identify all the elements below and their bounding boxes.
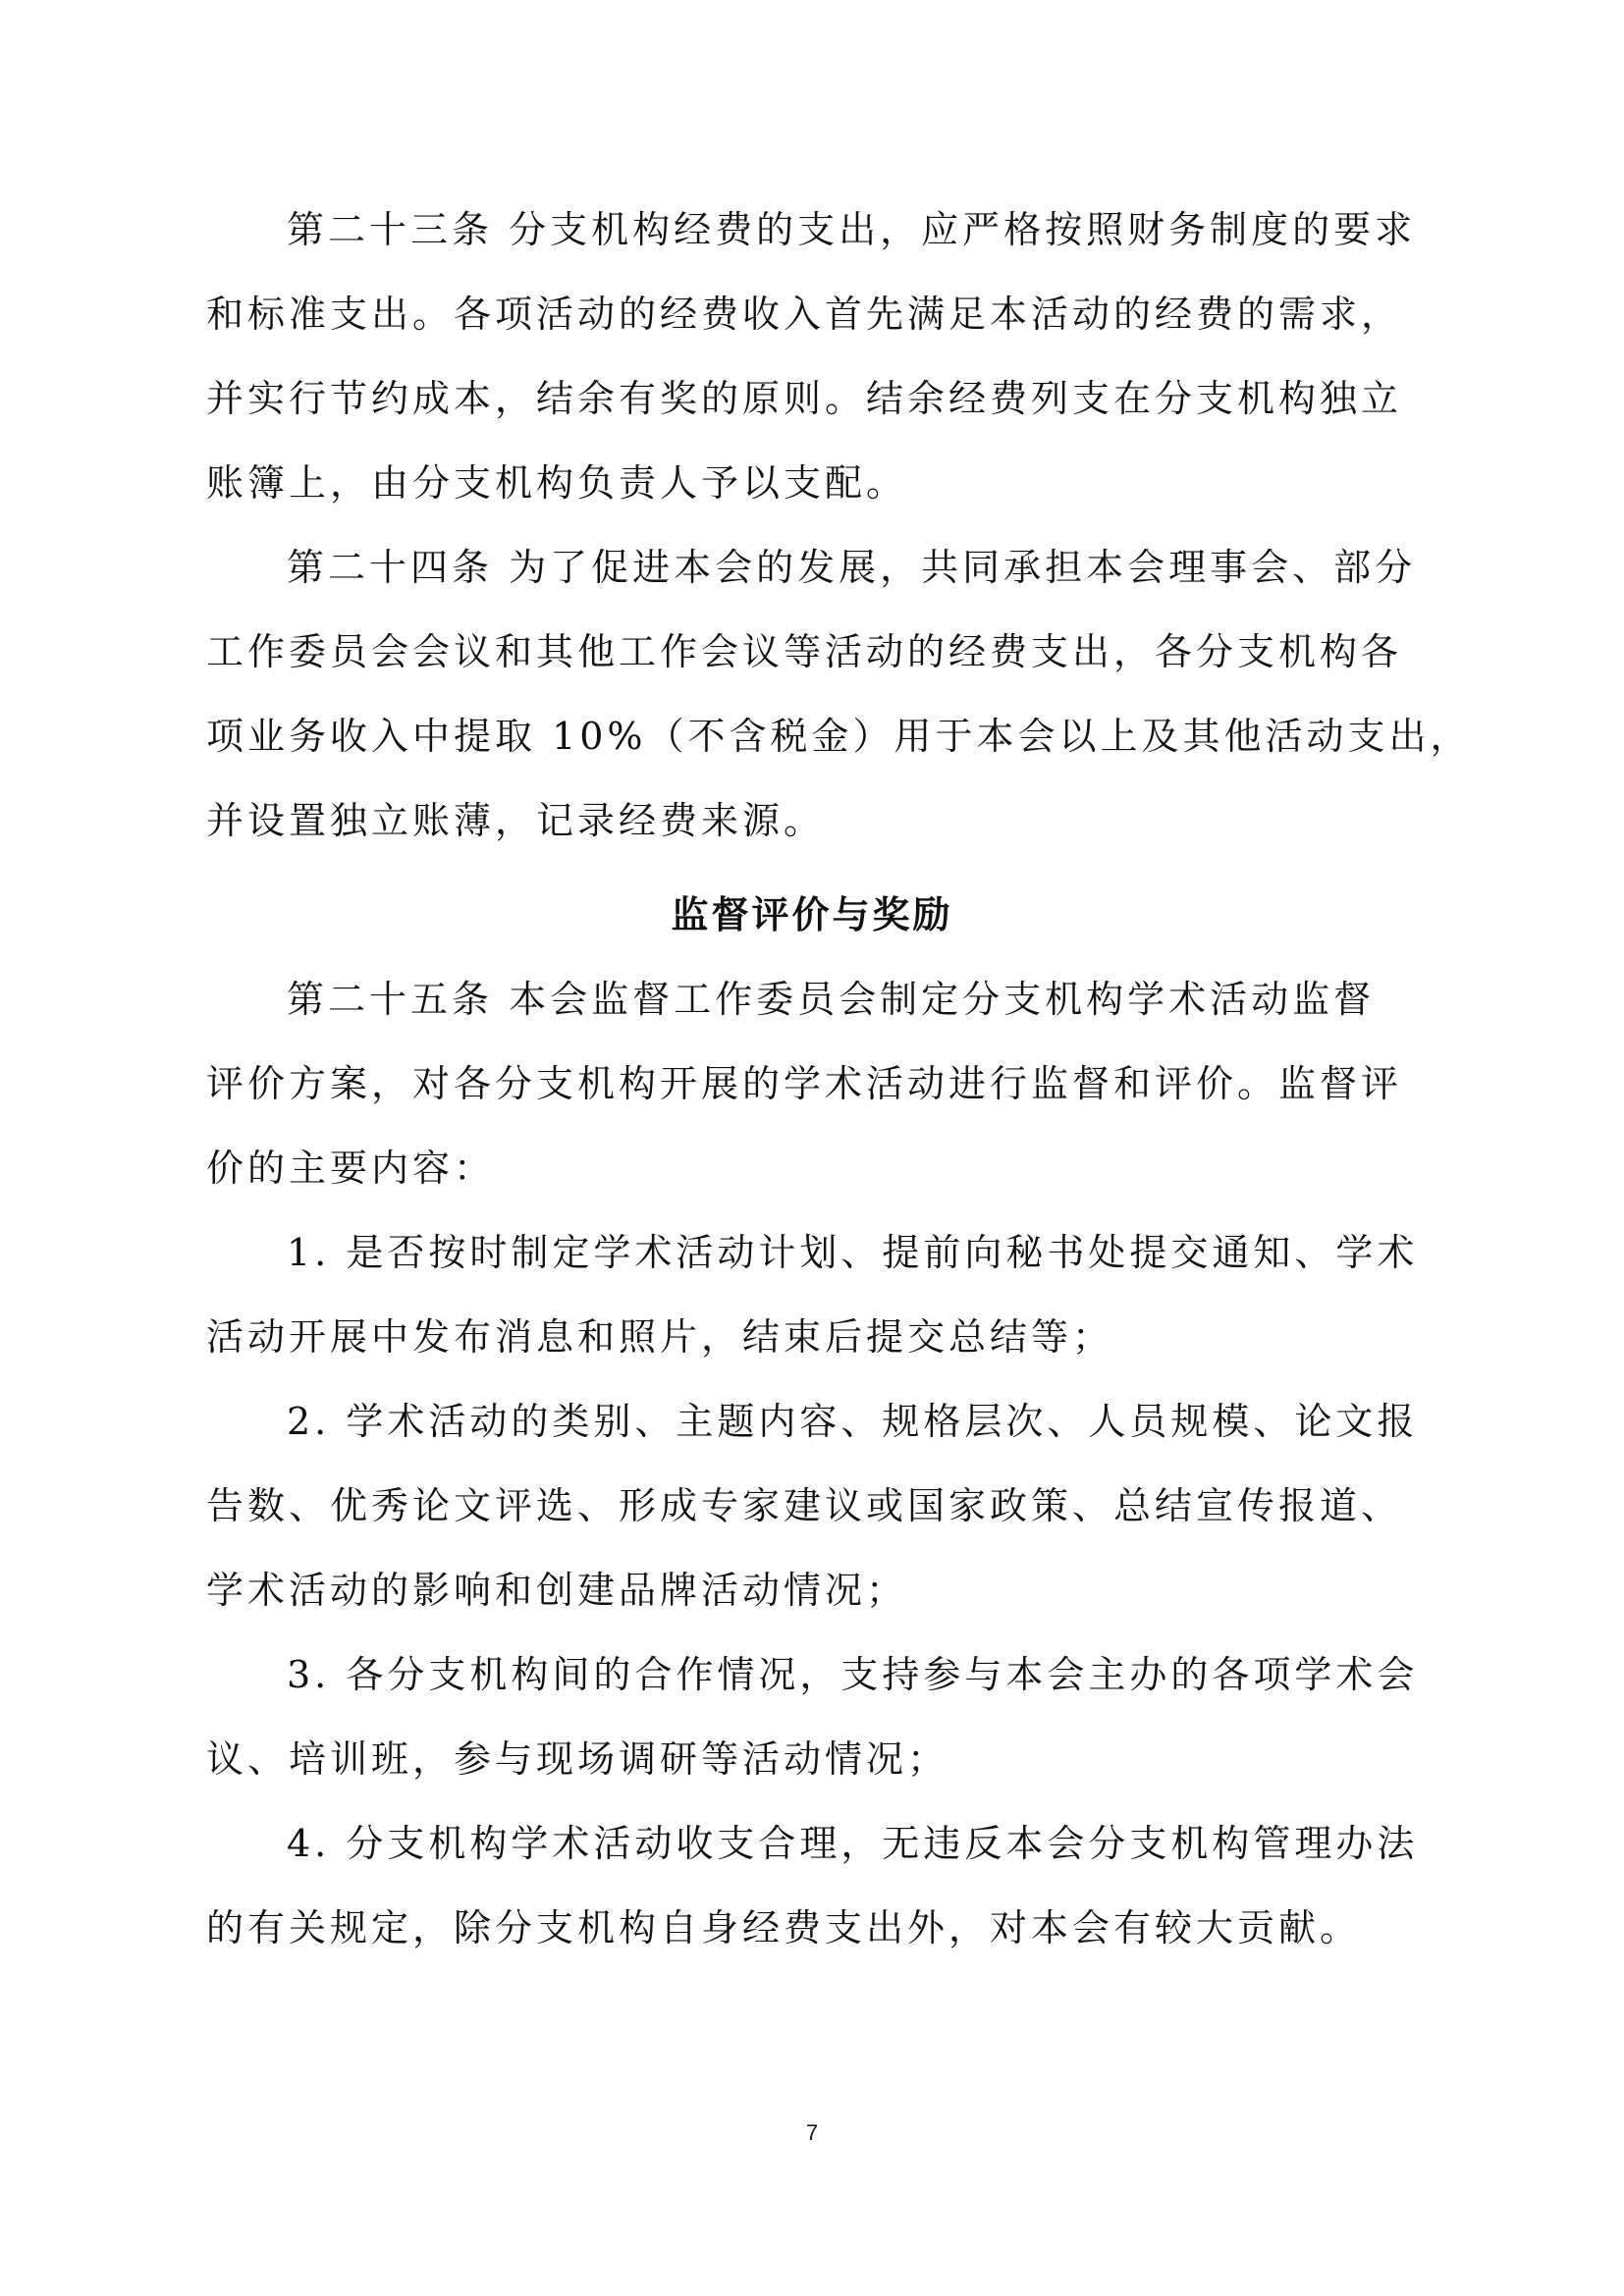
item-3-line-1: 3. 各分支机构间的合作情况，支持参与本会主办的各项学术会 (287, 1653, 1419, 1696)
section-heading: 监督评价与奖励 (671, 892, 953, 936)
article-23-line-4: 账簿上，由分支机构负责人予以支配。 (206, 461, 908, 505)
article-25-line-1: 第二十五条 本会监督工作委员会制定分支机构学术活动监督 (287, 978, 1376, 1021)
article-25-line-2: 评价方案，对各分支机构开展的学术活动进行监督和评价。监督评 (206, 1062, 1403, 1105)
article-24-line-2: 工作委员会会议和其他工作会议等活动的经费支出，各分支机构各 (206, 630, 1403, 673)
item-2-line-2: 告数、优秀论文评选、形成专家建议或国家政策、总结宣传报道、 (206, 1484, 1403, 1527)
page-number: 7 (805, 2120, 819, 2145)
item-1-line-2: 活动开展中发布消息和照片，结束后提交总结等； (206, 1315, 1114, 1359)
article-24-line-1: 第二十四条 为了促进本会的发展，共同承担本会理事会、部分 (287, 546, 1417, 589)
article-23-line-3: 并实行节约成本，结余有奖的原则。结余经费列支在分支机构独立 (206, 377, 1403, 420)
item-1-line-1: 1. 是否按时制定学术活动计划、提前向秘书处提交通知、学术 (287, 1231, 1419, 1274)
item-2-line-1: 2. 学术活动的类别、主题内容、规格层次、人员规模、论文报 (287, 1400, 1419, 1443)
item-4-line-2: 的有关规定，除分支机构自身经费支出外，对本会有较大贡献。 (206, 1906, 1362, 1949)
article-24-line-3: 项业务收入中提取 10%（不含税金）用于本会以上及其他活动支出， (206, 715, 1472, 758)
item-3-line-2: 议、培训班，参与现场调研等活动情况； (206, 1737, 949, 1781)
article-23-line-2: 和标准支出。各项活动的经费收入首先满足本活动的经费的需求， (206, 293, 1403, 336)
item-4-line-1: 4. 分支机构学术活动收支合理，无违反本会分支机构管理办法 (287, 1822, 1419, 1865)
article-23-line-1: 第二十三条 分支机构经费的支出，应严格按照财务制度的要求 (287, 208, 1417, 251)
article-24-line-4: 并设置独立账薄，记录经费来源。 (206, 799, 826, 842)
item-2-line-3: 学术活动的影响和创建品牌活动情况； (206, 1569, 908, 1612)
article-25-line-3: 价的主要内容： (206, 1147, 496, 1190)
